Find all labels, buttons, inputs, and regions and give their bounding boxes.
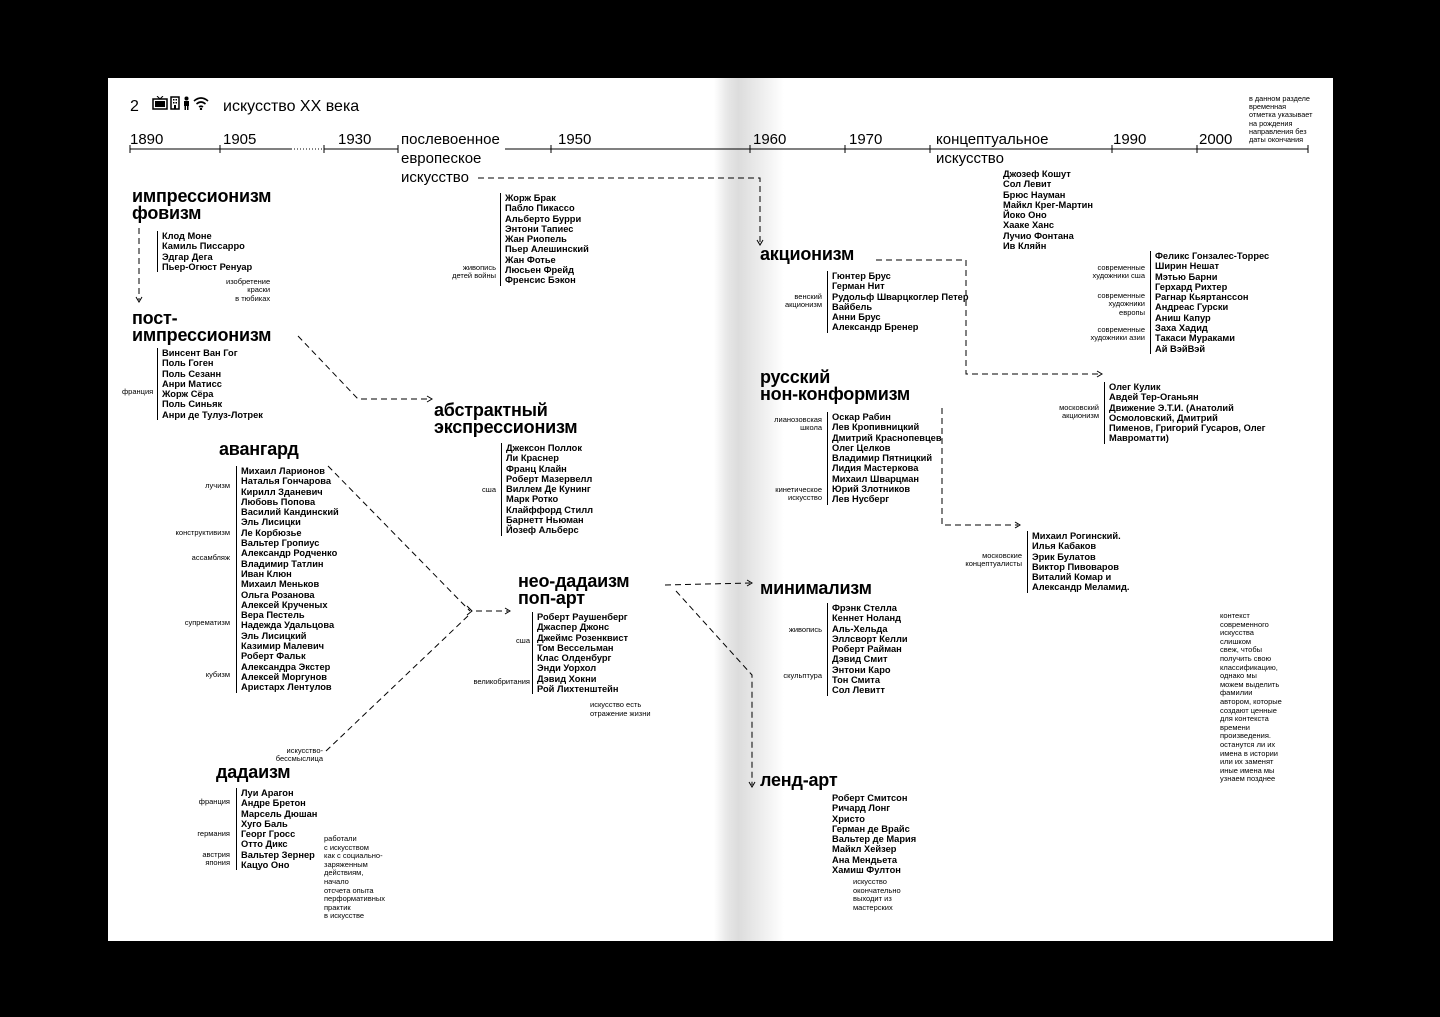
moscow-actionism-label: московский акционизм (1059, 403, 1099, 421)
year-1970: 1970 (849, 131, 883, 148)
book-spread (108, 78, 1333, 941)
dadaism-pre-note: искусство- бессмыслица (275, 746, 323, 764)
russian-label-lianozovo: лианозовская школа (774, 415, 822, 433)
russian-names-kinetic: Юрий Злотников Лев Нусберг (827, 484, 942, 505)
abstract-names: Джексон Поллок Ли Краснер Франц Клайн Роберт Мазервелл Виллем Де Кунинг Марк Ротко Клайффорд Стилл Барнетт Ньюман Йозеф Альберс (501, 443, 593, 536)
contemporary-label-europe: современные художники европы (1097, 291, 1145, 317)
person-icon (182, 96, 191, 110)
russian-title: русский нон-конформизм (760, 367, 911, 404)
avantgarde-label-assemblage: ассамбляж (191, 553, 230, 562)
landart-note: искусство окончательно выходит из мастерских (853, 877, 901, 912)
year-1960: 1960 (753, 131, 787, 148)
dadaism-label-france: франция (198, 797, 230, 806)
neodada-label-uk: великобритания (473, 677, 530, 686)
impressionism-note: изобретение краски в тюбиках (226, 277, 271, 303)
minimalism-label-sculpture: скульптура (783, 671, 822, 680)
year-1905: 1905 (223, 131, 257, 148)
minimalism-label-painting: живопись (788, 625, 822, 634)
avantgarde-names-cubism: Роберт Фальк Александра Экстер Алексей Моргунов Аристарх Лентулов (236, 651, 339, 692)
dadaism-names-austria: Вальтер Зернер Кацуо Оно (236, 850, 317, 871)
neodada-title: нео-дадаизм поп-арт (518, 571, 630, 608)
arrow-russian-conceptualists (942, 408, 1018, 525)
moscow-conceptualists-label: московские концептуалисты (965, 551, 1022, 569)
arrow-dada-neodada (326, 614, 470, 751)
tv-icon (152, 96, 168, 110)
arrow-avantgarde-neodada (328, 466, 470, 611)
dadaism-names-germany: Хуго Баль Георг Гросс Отто Дикс (236, 819, 317, 850)
avantgarde-groups (236, 466, 339, 693)
neodada-names-usa: Роберт Раушенберг Джаспер Джонс Джеймс Розенквист Том Вессельман Клас Олденбург (532, 612, 628, 663)
landart-names: Роберт Смитсон Ричард Лонг Христо Герман де Врайс Вальтер де Мария Майкл Хейзер Ана Мендьета Хамиш Фултон (832, 793, 917, 876)
year-conceptual: концептуальное искусство (936, 131, 1049, 167)
russian-groups (827, 412, 942, 505)
dadaism-names-france: Луи Арагон Андре Бретон Марсель Дюшан (236, 788, 317, 819)
postimpressionism-names: Винсент Ван Гог Поль Гоген Поль Сезанн Анри Матисс Жорж Сёра Поль Синьяк Анри де Тулуз-Лотрек (157, 348, 263, 420)
avantgarde-label-constructivism: конструктивизм (175, 528, 230, 537)
page-number: 2 (130, 98, 139, 115)
contemporary-groups (1150, 251, 1269, 354)
contemporary-names-europe: Герхард Рихтер Рагнар Кьяртанссон Андреас Гурски Аниш Капур (1150, 282, 1269, 323)
dadaism-groups (236, 788, 317, 870)
minimalism-names-sculpture: Дэвид Смит Энтони Каро Тон Смита Сол Левитт (827, 654, 908, 695)
arrowhead-2 (427, 396, 432, 402)
neodada-groups (532, 612, 628, 694)
abstract-title: абстрактный экспрессионизм (434, 400, 578, 437)
year-1950: 1950 (558, 131, 592, 148)
postimpressionism-label: франция (122, 387, 154, 396)
russian-label-kinetic: кинетическое искусство (775, 485, 822, 503)
moscow-actionism-names: Олег Кулик Авдей Тер-Оганьян Движение Э.Т.И. (Анатолий Осмоловский, Дмитрий Пименов, Григорий Гусаров, Олег Мавроматти) (1104, 382, 1266, 444)
russian-names-lianozovo: Оскар Рабин Лев Кропивницкий Дмитрий Краснопевцев Олег Целков Владимир Пятницкий Лидия Мастеркова Михаил Шварцман (827, 412, 942, 484)
neodada-label-usa: сша (516, 636, 530, 645)
arrow-neodada-landart (676, 591, 752, 785)
impressionism-title: импрессионизм фовизм (132, 186, 272, 223)
contemporary-names-usa: Феликс Гонзалес-Торрес Ширин Нешат Мэтью Барни (1150, 251, 1269, 282)
year-1930: 1930 (338, 131, 372, 148)
neodada-names-uk: Энди Уорхол Дэвид Хокни Рой Лихтенштейн (532, 663, 628, 694)
moscow-conceptualists-names: Михаил Рогинский. Илья Кабаков Эрик Булатов Виктор Пивоваров Виталий Комар и Александр Меламид. (1027, 531, 1130, 593)
neodada-note: искусство есть отражение жизни (590, 700, 651, 718)
avantgarde-names-suprematism: Иван Клюн Михаил Меньков Ольга Розанова Алексей Крученых Вера Пестель Надежда Удальцова Эль Лисицкий Казимир Малевич (236, 569, 339, 651)
actionism-title: акционизм (760, 244, 855, 264)
contemporary-label-usa: современные художники сша (1092, 263, 1145, 281)
building-icon (170, 96, 180, 110)
arrow-neodada-minimalism (665, 583, 750, 585)
year-1990: 1990 (1113, 131, 1147, 148)
contemporary-names-asia: Заха Хадид Такаси Мураками Ай ВэйВэй (1150, 323, 1269, 354)
actionism-names: Гюнтер Брус Герман Нит Рудольф Шварцкоглер Петер Вайбель Анни Брус Александр Бренер (827, 271, 969, 333)
dadaism-label-germany: германия (197, 829, 230, 838)
dadaism-title: дадаизм (216, 762, 291, 782)
page-title: искусство XX века (223, 98, 360, 115)
avantgarde-names-constructivism: Любовь Попова Василий Кандинский Эль Лисицки Ле Корбюзье Вальтер Гропиус Александр Родченко (236, 497, 339, 559)
dadaism-label-austria: австрия япония (202, 850, 230, 868)
postwar-names: Жорж Брак Пабло Пикассо Альберто Бурри Энтони Тапиес Жан Риопель Пьер Алешинский Жан Фотье Люсьен Фрейд Френсис Бэкон (500, 193, 589, 286)
dadaism-note: работали с искусством как с социально- заряженным действиям, начало отсчета опыта перформативных практик в искусстве (324, 834, 385, 921)
avantgarde-names-luchism: Михаил Ларионов Наталья Гончарова Кирилл Зданевич (236, 466, 339, 497)
timeline-note: в данном разделе временная отметка указывает на рождения направления без даты окончания (1249, 94, 1313, 145)
abstract-label: сша (482, 485, 496, 494)
avantgarde-label-cubism: кубизм (205, 670, 230, 679)
minimalism-title: минимализм (760, 578, 872, 598)
conceptual-names: Джозеф Кошут Сол Левит Брюс Науман Майкл Крег-Мартин Йоко Оно Хааке Ханс Лучио Фонтана Ив Кляйн (1003, 169, 1093, 252)
avantgarde-label-luchism: лучизм (205, 481, 230, 490)
avantgarde-label-suprematism: супрематизм (184, 618, 230, 627)
year-postwar: послевоенное европеское искусство (401, 131, 500, 186)
minimalism-groups (827, 603, 908, 696)
avantgarde-names-assemblage: Владимир Татлин (236, 559, 339, 569)
impressionism-names: Клод Моне Камиль Писсарро Эдгар Дега Пьер-Огюст Ренуар (157, 231, 252, 272)
header-icons (152, 96, 209, 110)
wifi-icon (193, 96, 209, 110)
landart-title: ленд-арт (760, 770, 838, 790)
year-1890: 1890 (130, 131, 164, 148)
arrow-post-abstract (298, 336, 430, 399)
contemporary-label-asia: современные художники азии (1090, 325, 1145, 343)
year-2000: 2000 (1199, 131, 1233, 148)
avantgarde-title: авангард (219, 439, 299, 459)
postwar-label: живопись детей войны (452, 263, 496, 281)
minimalism-names-painting: Фрэнк Стелла Кеннет Ноланд Аль-Хельда Эллсворт Келли Роберт Райман (827, 603, 908, 654)
context-note: контекст современного искусства слишком свеж, чтобы получить свою классификацию, однако мы можем выделить фамилии автором, которые создают ценные для контекста времени произведения. останутся ли их имена в истории или их заменят иные имена мы узнаем позднее (1220, 611, 1282, 784)
postimpressionism-title: пост- импрессионизм (132, 308, 272, 345)
actionism-label: венский акционизм (784, 292, 822, 310)
